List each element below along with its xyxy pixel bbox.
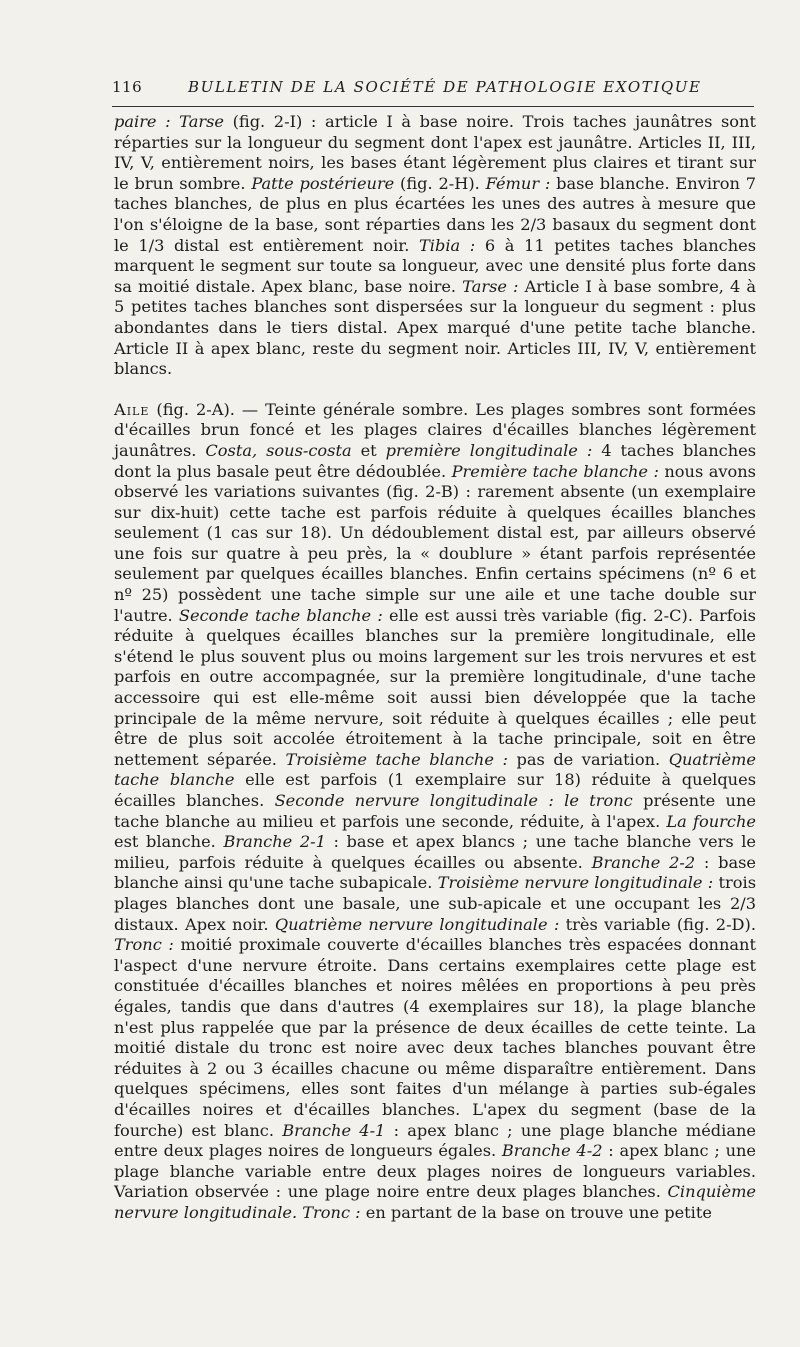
small-caps-run: Aile <box>114 399 150 419</box>
text-run: nous avons observé les variations suivantes (fig. 2-B) : rarement absente (un exemplaire sur dix-huit) cette tache est parfois réduite à quelques écailles blanches seulement (1 cas sur 18). Un dédoublement distal est, par ailleurs observé une fois sur quatre à peu près, la « doublure » étant parfois représentée seulement par quelques écailles blanches. Enfin certains spécimens (nº 6 et nº 25) possèdent une tache simple sur une aile et une tache double sur l'autre. <box>114 461 756 625</box>
text-run: Article I à base sombre, 4 à 5 petites taches blanches sont dispersées sur la longueur du segment : plus abondantes dans le tiers distal. Apex marqué d'une petite tache blanche. Article II à apex blanc, reste du segment noir. Articles III, IV, V, entièrement blancs. <box>114 276 757 379</box>
italic-run: paire : Tarse <box>114 112 224 131</box>
text-run: base blanche. Environ 7 taches blanches, de plus en plus écartées les unes des autres à mesure que l'on s'éloigne de la base, sont réparties dans les 2/3 basaux du segment dont le 1/3 distal est entièrement noir. <box>114 173 756 255</box>
header-rule <box>112 106 754 107</box>
italic-run: Troisième nervure longitudinale : <box>437 873 714 893</box>
text-run: (fig. 2-A). — Teinte générale sombre. Les plages sombres sont formées d'écailles brun foncé et les plages claires d'écailles blanches légèrement jaunâtres. <box>114 399 756 460</box>
text-run: : base et apex blancs ; une tache blanche vers le milieu, parfois réduite à quelques écailles ou absente. <box>114 832 756 872</box>
italic-run: La fourche <box>666 811 756 831</box>
text-run: trois plages blanches dont une basale, une sub-apicale et une occupant les 2/3 distaux. Apex noir. <box>114 873 757 934</box>
page-number: 116 <box>112 78 143 96</box>
text-run: elle est aussi très variable (fig. 2-C). Parfois réduite à quelques écailles blanches sur la première longitudinale, elle s'étend le plus souvent plus ou moins largement sur les trois nervures et est parfois en outre accompagnée, sur la première longitudinale, d'une tache accessoire qui est elle-même soit aussi bien développée que la tache principale de la même nervure, soit réduite à quelques écailles ; elle peut être de plus soit accolée étroitement à la tache principale, soit en être nettement séparée. <box>114 605 756 769</box>
text-run: présente une tache blanche au milieu et parfois une seconde, réduite, à l'apex. <box>114 791 756 831</box>
body-text <box>114 112 756 1223</box>
italic-run: Seconde nervure longitudinale : le tronc <box>274 791 633 810</box>
text-run: est blanche. <box>114 832 224 852</box>
text-run: : apex blanc ; une plage blanche médiane entre deux plages noires de longueurs égales. <box>114 1120 756 1161</box>
italic-run: première longitudinale : <box>385 440 593 460</box>
italic-run: Branche 2-2 <box>591 852 696 872</box>
text-run: 4 taches blanches dont la plus basale peut être dédoublée. <box>114 440 757 481</box>
italic-run: Quatrième nervure longitudinale : <box>274 914 560 934</box>
running-title: BULLETIN DE LA SOCIÉTÉ DE PATHOLOGIE EXOTIQUE <box>188 78 702 96</box>
italic-run: Cinquième nervure longitudinale. Tronc : <box>114 1182 756 1222</box>
text-run: moitié proximale couverte d'écailles blanches très espacées donnant l'aspect d'une nervure étroite. Dans certains exemplaires cette plage est constituée d'écailles blanches et noires mêlées en proportions à peu près égales, tandis que dans d'autres (4 exemplaires sur 18), la plage blanche n'est plus rappelée que par la présence de deux écailles de cette teinte. La moitié distale du tronc est noire avec deux taches blanches pouvant être réduites à 2 ou 3 écailles chacune ou même disparaître entièrement. Dans quelques spécimens, elles sont faites d'un mélange à parties sub-égales d'écailles noires et d'écailles blanches. L'apex du segment (base de la fourche) est blanc. <box>114 935 756 1140</box>
italic-run: Tronc : <box>114 935 174 955</box>
italic-run: Branche 4-1 <box>282 1120 386 1140</box>
italic-run: Quatrième tache blanche <box>114 749 756 790</box>
paragraph-aile <box>114 400 756 1224</box>
text-run: et <box>351 440 386 460</box>
text-run: 6 à 11 petites taches blanches marquent le segment sur toute sa longueur, avec une densité plus forte dans sa moitié distale. Apex blanc, base noire. <box>114 235 757 296</box>
italic-run: Fémur : <box>485 173 551 193</box>
italic-run: Patte postérieure <box>251 173 395 193</box>
italic-run: Seconde tache blanche : <box>178 605 383 625</box>
text-run: très variable (fig. 2-D). <box>559 914 756 934</box>
italic-run: Première tache blanche : <box>451 461 659 481</box>
text-run: : base blanche ainsi qu'une tache subapicale. <box>114 852 756 893</box>
paragraph-tarse-patte <box>114 112 756 380</box>
page-header <box>112 78 754 106</box>
text-run: pas de variation. <box>507 749 669 769</box>
italic-run: Branche 2-1 <box>223 832 326 852</box>
italic-run: Troisième tache blanche : <box>285 749 508 769</box>
text-run: en partant de la base on trouve une petite <box>360 1202 712 1222</box>
text-run: elle est parfois (1 exemplaire sur 18) réduite à quelques écailles blanches. <box>114 770 756 810</box>
italic-run: Branche 4-2 <box>501 1141 603 1161</box>
italic-run: Tarse : <box>462 276 519 296</box>
text-run: : apex blanc ; une plage blanche variable entre deux plages noires de longueurs variables. Variation observée : une plage noire entre deux plages blanches. <box>114 1141 756 1202</box>
text-run: (fig. 2-I) : article I à base noire. Trois taches jaunâtres sont réparties sur la longueur du segment dont l'apex est jaunâtre. Articles II, III, IV, V, entièrement noirs, les bases étant légèrement plus claires et tirant sur le brun sombre. <box>114 112 756 193</box>
italic-run: Tibia : <box>418 235 476 255</box>
text-run: (fig. 2-H). <box>394 173 486 193</box>
italic-run: Costa, sous-costa <box>205 440 352 460</box>
